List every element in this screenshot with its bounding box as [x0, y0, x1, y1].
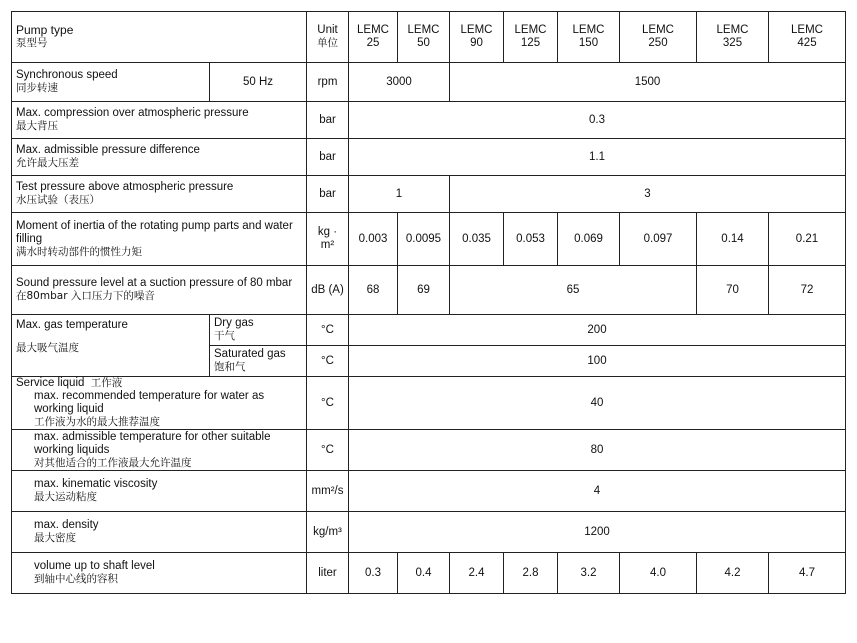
model-name: LEMC [642, 24, 674, 36]
sound-unit: dB (A) [307, 266, 349, 315]
pressure-diff-label [12, 139, 307, 176]
inertia-value: 0.21 [769, 213, 846, 266]
viscosity-unit: mm²/s [307, 471, 349, 512]
water-temp-label [12, 377, 307, 430]
other-temp-label-zh: 对其他适合的工作液最大允许温度 [34, 456, 192, 469]
speed-value: 3000 [349, 63, 450, 102]
volume-value: 4.2 [697, 553, 769, 594]
other-temp-label [12, 430, 307, 471]
model-size: 250 [648, 37, 668, 49]
test-pressure-row [12, 176, 846, 213]
speed-label [12, 63, 210, 102]
sound-value: 65 [450, 266, 697, 315]
volume-value: 2.4 [450, 553, 504, 594]
volume-value: 2.8 [504, 553, 558, 594]
density-label-zh: 最大密度 [34, 532, 76, 544]
viscosity-row [12, 471, 846, 512]
sound-label-zh: 在80mbar 入口压力下的噪音 [16, 290, 155, 302]
sound-value: 72 [769, 266, 846, 315]
sound-value: 69 [398, 266, 450, 315]
volume-unit: liter [307, 553, 349, 594]
volume-value: 4.0 [620, 553, 697, 594]
model-header [558, 12, 620, 63]
other-temp-value: 80 [349, 430, 846, 471]
test-pressure-label-zh: 水压试验（表压） [16, 194, 100, 206]
compression-row [12, 102, 846, 139]
sound-row [12, 266, 846, 315]
model-size: 150 [578, 37, 599, 49]
pressure-diff-label-en: Max. admissible pressure difference [16, 144, 200, 156]
model-header [398, 12, 450, 63]
model-size: 125 [520, 37, 541, 49]
unit-header [307, 12, 349, 63]
viscosity-label-en: max. kinematic viscosity [34, 478, 158, 490]
inertia-label-en: Moment of inertia of the rotating pump parts and water filling [16, 219, 293, 245]
inertia-value: 0.14 [697, 213, 769, 266]
model-size: 25 [366, 37, 380, 49]
model-name: LEMC [572, 24, 605, 36]
saturated-gas-label-en: Saturated gas [214, 348, 286, 360]
model-name: LEMC [716, 24, 749, 36]
volume-value: 4.7 [769, 553, 846, 594]
model-name: LEMC [407, 24, 440, 36]
volume-label [12, 553, 307, 594]
saturated-gas-label [210, 346, 307, 377]
sound-value: 68 [349, 266, 398, 315]
sound-value: 70 [697, 266, 769, 315]
model-size: 50 [417, 37, 430, 49]
inertia-unit: kg · m² [307, 213, 349, 266]
speed-unit: rpm [307, 63, 349, 102]
gas-temp-label-zh: 最大吸气温度 [16, 342, 79, 354]
pressure-diff-row [12, 139, 846, 176]
model-name: LEMC [460, 24, 493, 36]
model-name: LEMC [357, 24, 389, 36]
water-temp-unit: °C [307, 377, 349, 430]
viscosity-label-zh: 最大运动粘度 [34, 491, 97, 503]
water-temp-label-en: max. recommended temperature for water as working liquid [34, 390, 265, 415]
dry-gas-value: 200 [349, 315, 846, 346]
compression-value: 0.3 [349, 102, 846, 139]
model-size: 325 [722, 37, 743, 49]
model-name: LEMC [514, 24, 547, 36]
model-header [769, 12, 846, 63]
other-temp-unit: °C [307, 430, 349, 471]
inertia-value: 0.053 [504, 213, 558, 266]
inertia-value: 0.035 [450, 213, 504, 266]
pump-type-label-zh: 泵型号 [16, 37, 48, 49]
sound-label [12, 266, 307, 315]
inertia-value: 0.069 [558, 213, 620, 266]
dry-gas-label-zh: 干气 [214, 330, 235, 342]
pressure-diff-value: 1.1 [349, 139, 846, 176]
test-pressure-unit: bar [307, 176, 349, 213]
pump-type-header [12, 12, 307, 63]
model-size: 90 [470, 37, 483, 49]
service-liquid-title [16, 377, 302, 390]
volume-label-en: volume up to shaft level [34, 560, 155, 572]
density-unit: kg/m³ [307, 512, 349, 553]
model-header [349, 12, 398, 63]
other-temp-row [12, 430, 846, 471]
volume-value: 0.4 [398, 553, 450, 594]
model-header [697, 12, 769, 63]
volume-label-zh: 到轴中心线的容积 [34, 573, 118, 585]
inertia-label-zh: 满水时转动部件的惯性力矩 [16, 245, 142, 258]
unit-label-zh: 单位 [317, 37, 338, 49]
compression-label [12, 102, 307, 139]
inertia-row [12, 213, 846, 266]
density-value: 1200 [349, 512, 846, 553]
viscosity-value: 4 [349, 471, 846, 512]
saturated-gas-unit: °C [307, 346, 349, 377]
compression-label-en: Max. compression over atmospheric pressure [16, 107, 249, 119]
inertia-value: 0.003 [349, 213, 398, 266]
service-liquid-title-en: Service liquid [16, 377, 85, 389]
pressure-diff-unit: bar [307, 139, 349, 176]
speed-frequency: 50 Hz [210, 63, 307, 102]
density-label [12, 512, 307, 553]
gas-temp-label-en: Max. gas temperature [16, 319, 128, 331]
density-row [12, 512, 846, 553]
inertia-value: 0.0095 [398, 213, 450, 266]
water-temp-label-zh: 工作液为水的最大推荐温度 [34, 416, 160, 428]
model-name: LEMC [791, 24, 823, 36]
model-size: 425 [797, 37, 817, 49]
pump-type-label: Pump type [16, 23, 74, 37]
gas-temp-label [12, 315, 210, 377]
saturated-gas-label-zh: 饱和气 [214, 361, 246, 373]
header-row [12, 12, 846, 63]
other-temp-label-en: max. admissible temperature for other suitable working liquids [34, 430, 271, 456]
volume-row [12, 553, 846, 594]
pressure-diff-label-zh: 允许最大压差 [16, 157, 79, 169]
unit-label: Unit [317, 24, 338, 36]
water-temp-value: 40 [349, 377, 846, 430]
service-liquid-title-zh: 工作液 [90, 377, 123, 389]
speed-label-en: Synchronous speed [16, 69, 118, 81]
density-label-en: max. density [34, 519, 99, 531]
viscosity-label [12, 471, 307, 512]
saturated-gas-value: 100 [349, 346, 846, 377]
speed-value: 1500 [450, 63, 846, 102]
sound-label-en: Sound pressure level at a suction pressure of 80 mbar [16, 277, 293, 289]
inertia-value: 0.097 [620, 213, 697, 266]
compression-label-zh: 最大背压 [16, 120, 58, 132]
dry-gas-label-en: Dry gas [214, 317, 254, 329]
model-header [504, 12, 558, 63]
inertia-label [12, 213, 307, 266]
dry-gas-label [210, 315, 307, 346]
pump-spec-table [11, 11, 846, 594]
compression-unit: bar [307, 102, 349, 139]
water-temp-row [12, 377, 846, 430]
volume-value: 0.3 [349, 553, 398, 594]
model-header [620, 12, 697, 63]
model-header [450, 12, 504, 63]
gas-temp-row-dry [12, 315, 846, 346]
test-pressure-label-en: Test pressure above atmospheric pressure [16, 181, 234, 193]
volume-value: 3.2 [558, 553, 620, 594]
test-pressure-value: 1 [349, 176, 450, 213]
test-pressure-label [12, 176, 307, 213]
speed-row [12, 63, 846, 102]
test-pressure-value: 3 [450, 176, 846, 213]
dry-gas-unit: °C [307, 315, 349, 346]
speed-label-zh: 同步转速 [16, 82, 58, 94]
